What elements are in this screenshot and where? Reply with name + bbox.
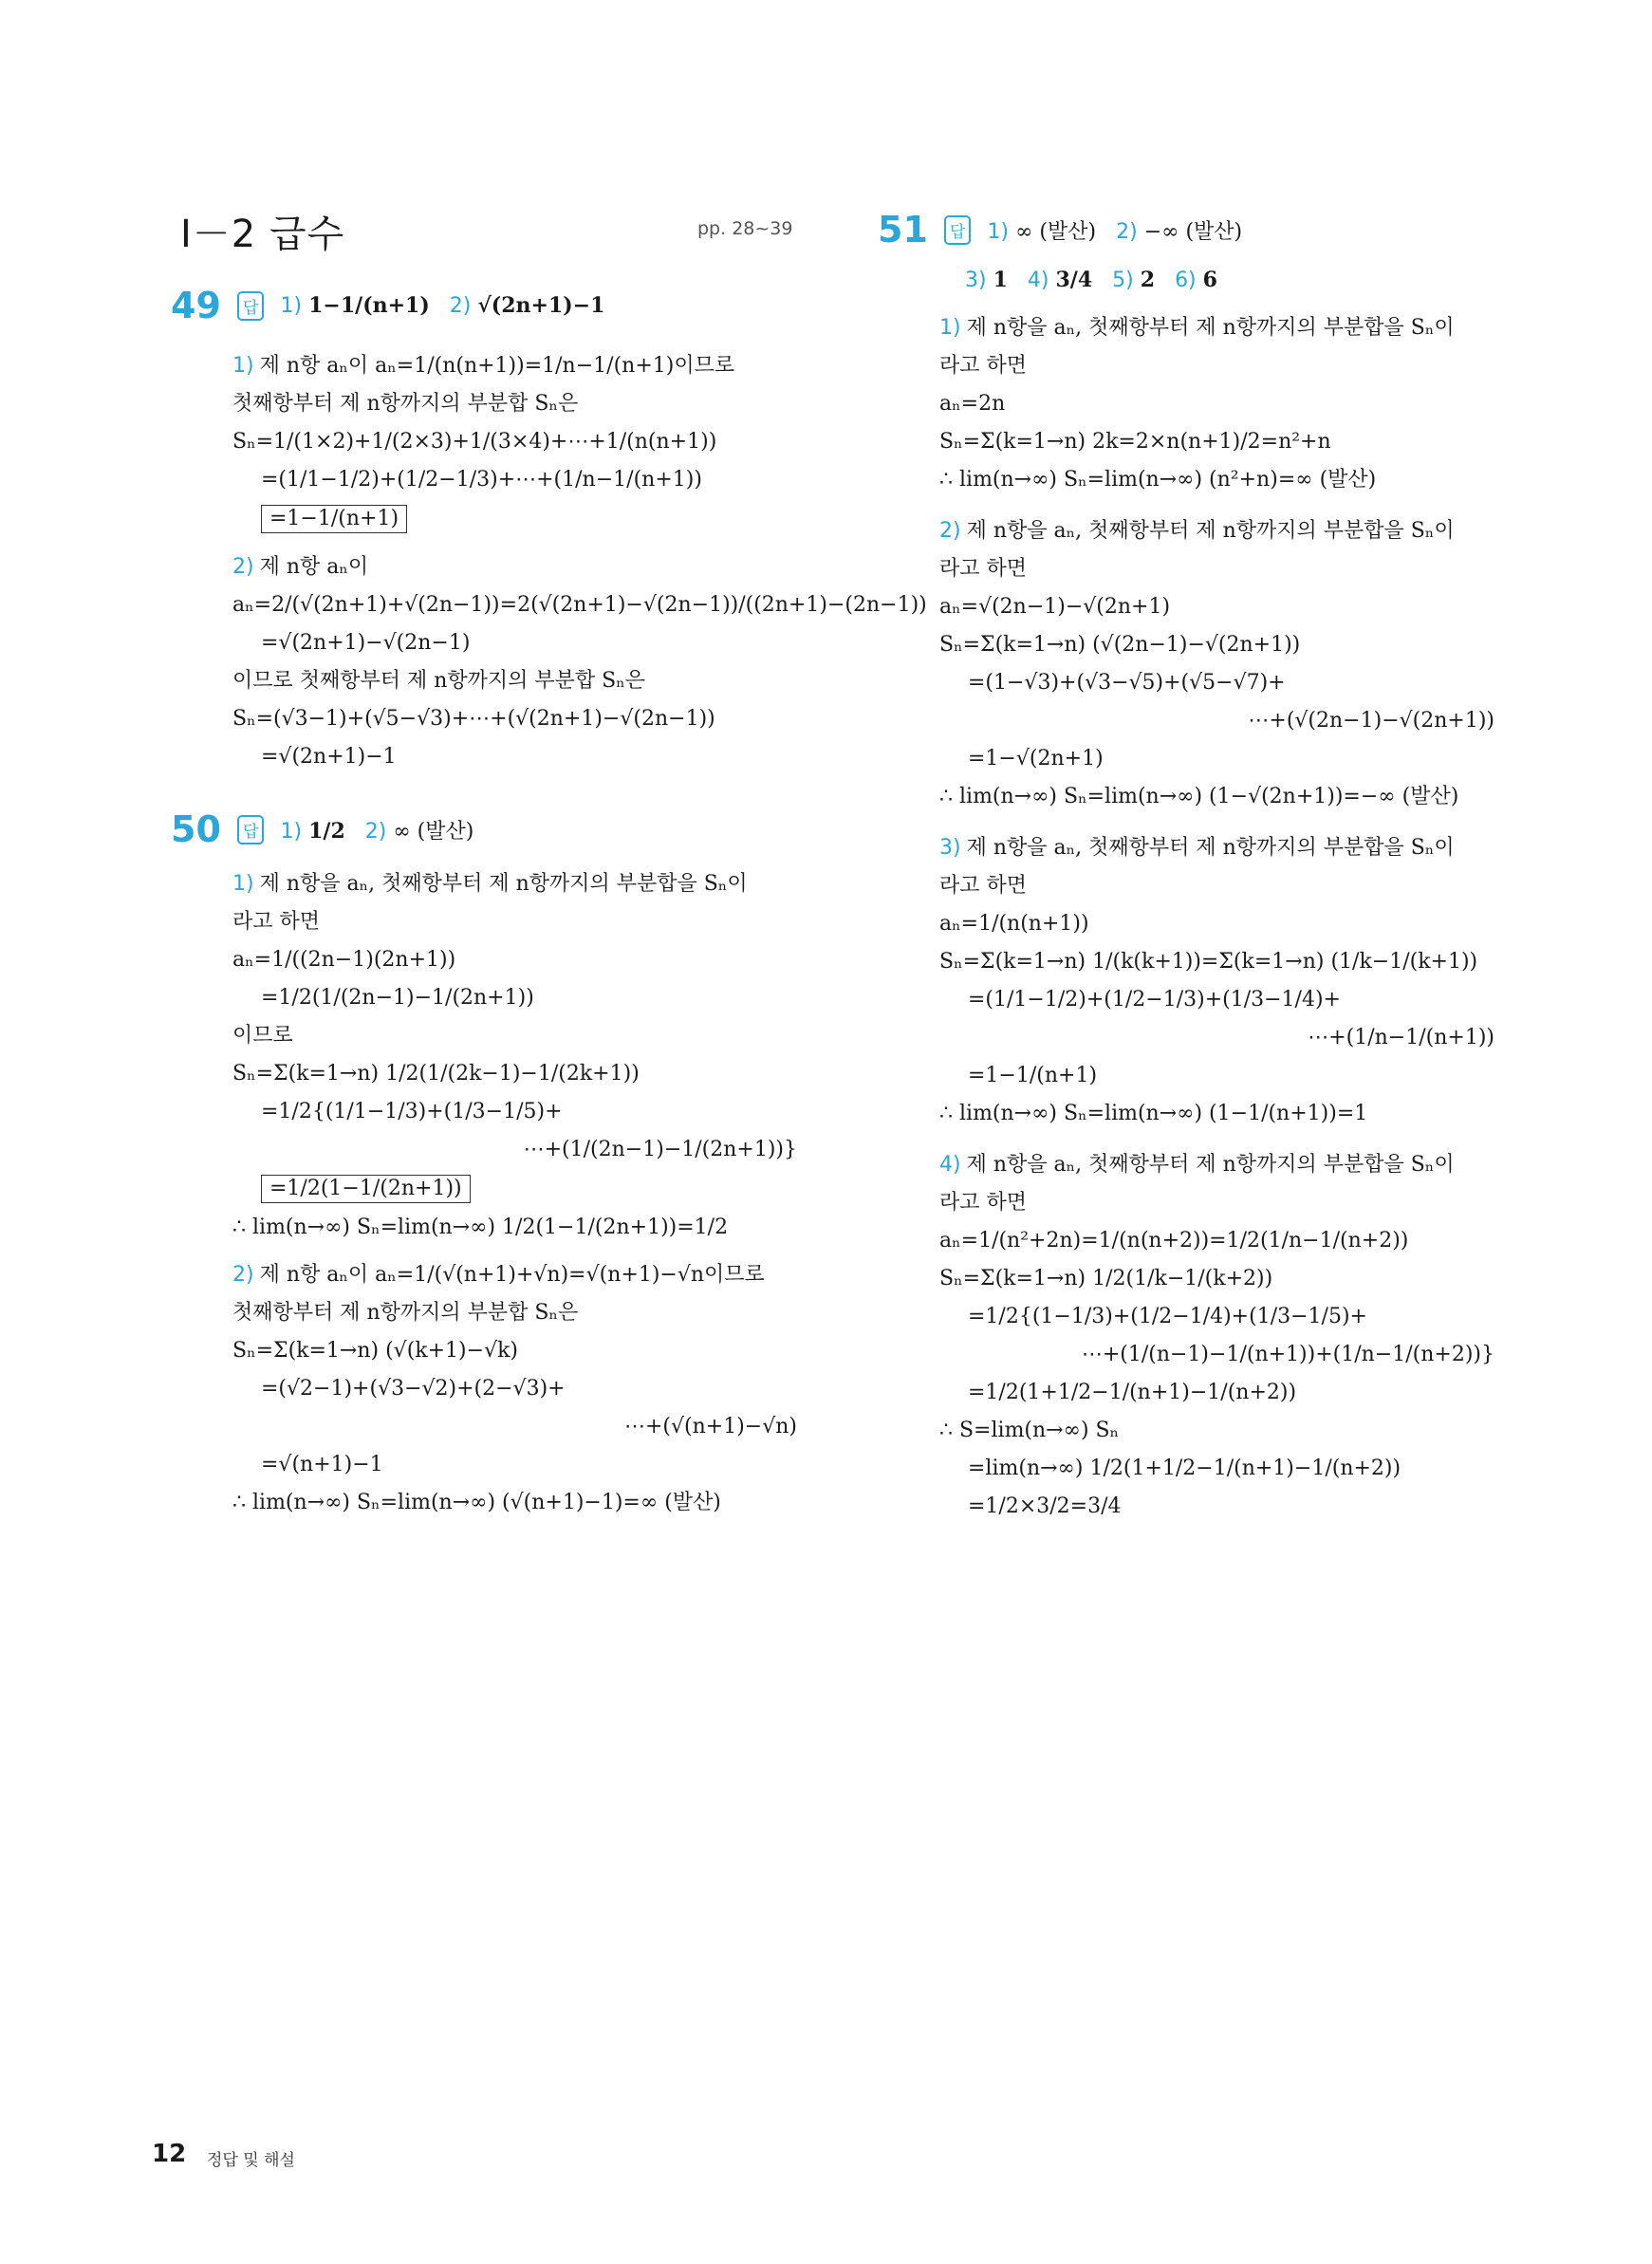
answer-key: 3) [965, 269, 987, 292]
problem-50 [171, 808, 816, 1516]
problem-number: 49 [171, 285, 221, 326]
solution-line: Sₙ=Σ(k=1→n) 1/2(1/(2k−1)−1/(2k+1)) [232, 1062, 640, 1086]
footer-label: 정답 및 해설 [207, 2151, 295, 2170]
problem-number: 50 [171, 808, 221, 850]
solution-line: Sₙ=Σ(k=1→n) 1/(k(k+1))=Σ(k=1→n) (1/k−1/(k+1)) [939, 950, 1478, 974]
solution-line: ∴ lim(n→∞) Sₙ=lim(n→∞) (n²+n)=∞ (발산) [939, 468, 1377, 492]
solution-line: ⋯+(1/(2n−1)−1/(2n+1))} [523, 1138, 797, 1161]
section-title: Ⅰ－2 급수 [180, 213, 345, 256]
solution-line: 1) 제 n항을 aₙ, 첫째항부터 제 n항까지의 부분합을 Sₙ이 [939, 316, 1455, 340]
solution-line: Sₙ=Σ(k=1→n) (√(2n−1)−√(2n+1)) [939, 633, 1301, 657]
solution-line: =√(2n+1)−1 [261, 745, 397, 769]
answer-badge: 답 [237, 291, 264, 321]
solution-line: aₙ=1/((2n−1)(2n+1)) [232, 948, 456, 972]
answer-box: =1−1/(n+1) [261, 505, 407, 533]
answer-key: 5) [1112, 269, 1134, 292]
answer-value: ∞ (발산) [1015, 219, 1097, 244]
answer-key: 1) [987, 219, 1010, 244]
solution-line: 첫째항부터 제 n항까지의 부분합 Sₙ은 [232, 392, 579, 416]
left-column [171, 285, 927, 1528]
solution-line: =1−1/(n+1) [968, 1064, 1098, 1087]
solution-line: 2) 제 n항 aₙ이 [232, 555, 369, 579]
problem-51 [878, 209, 1513, 1520]
solution-line [171, 1175, 816, 1203]
solution-line: =(1−√3)+(√3−√5)+(√5−√7)+ [968, 671, 1286, 695]
page-range: pp. 28~39 [697, 218, 793, 239]
answer-badge: 답 [944, 215, 971, 245]
solution-line: =1−√(2n+1) [968, 747, 1104, 770]
solution-line: 4) 제 n항을 aₙ, 첫째항부터 제 n항까지의 부분합을 Sₙ이 [939, 1153, 1455, 1177]
solution-line: ∴ lim(n→∞) Sₙ=lim(n→∞) (1−1/(n+1))=1 [939, 1102, 1368, 1125]
solution-line: 이므로 [232, 1024, 293, 1048]
answer-value: 1 [993, 268, 1008, 292]
solution-line: Sₙ=1/(1×2)+1/(2×3)+1/(3×4)+⋯+1/(n(n+1)) [232, 430, 717, 454]
solution-line: =√(n+1)−1 [261, 1453, 383, 1476]
solution-line: =lim(n→∞) 1/2(1+1/2−1/(n+1)−1/(n+2)) [968, 1457, 1401, 1480]
solution-line: 2) 제 n항 aₙ이 aₙ=1/(√(n+1)+√n)=√(n+1)−√n이므로 [232, 1263, 765, 1287]
answer-list [988, 220, 1243, 244]
answer-value: 6 [1202, 268, 1217, 292]
solution-line: ⋯+(1/n−1/(n+1)) [1308, 1026, 1494, 1049]
solution-line: =(1/1−1/2)+(1/2−1/3)+⋯+(1/n−1/(n+1)) [261, 468, 702, 492]
solution-line: 3) 제 n항을 aₙ, 첫째항부터 제 n항까지의 부분합을 Sₙ이 [939, 836, 1455, 860]
solution-line: ∴ lim(n→∞) Sₙ=lim(n→∞) (√(n+1)−1)=∞ (발산) [232, 1491, 721, 1514]
solution-line: ∴ S=lim(n→∞) Sₙ [939, 1419, 1120, 1442]
right-column [878, 209, 1513, 1531]
solution-line: aₙ=2/(√(2n+1)+√(2n−1))=2(√(2n+1)−√(2n−1))/((2n+1)−(2n−1)) [232, 593, 927, 617]
solution-line: 1) 제 n항 aₙ이 aₙ=1/(n(n+1))=1/n−1/(n+1)이므로 [232, 354, 735, 378]
answer-box: =1/2(1−1/(2n+1)) [261, 1175, 471, 1203]
answer-key: 2) [449, 294, 472, 318]
solution-line: 2) 제 n항을 aₙ, 첫째항부터 제 n항까지의 부분합을 Sₙ이 [939, 519, 1455, 543]
solution-line: ⋯+(√(n+1)−√n) [623, 1415, 797, 1438]
solution-line: ⋯+(√(2n−1)−√(2n+1)) [1248, 709, 1494, 733]
answer-key: 1) [280, 294, 303, 318]
answer-value: 1/2 [308, 818, 345, 844]
solution-line: =(√2−1)+(√3−√2)+(2−√3)+ [261, 1377, 566, 1401]
answer-value: ∞ (발산) [393, 819, 474, 844]
solution-line: 라고 하면 [232, 910, 321, 934]
answer-key: 4) [1027, 269, 1049, 292]
answer-value: 1−1/(n+1) [308, 293, 430, 318]
solution-line: Sₙ=(√3−1)+(√5−√3)+⋯+(√(2n+1)−√(2n−1)) [232, 707, 715, 731]
solution-line: ∴ lim(n→∞) Sₙ=lim(n→∞) 1/2(1−1/(2n+1))=1/2 [232, 1216, 729, 1239]
answer-list [281, 820, 474, 844]
problem-49 [171, 285, 927, 770]
answer-badge: 답 [237, 815, 264, 844]
answer-key: 6) [1175, 269, 1197, 292]
solution-line: ⋯+(1/(n−1)−1/(n+1))+(1/n−1/(n+2))} [1081, 1343, 1494, 1366]
solution-line: 라고 하면 [939, 1191, 1028, 1215]
solution-line: =1/2×3/2=3/4 [968, 1494, 1122, 1518]
solution-line: 첫째항부터 제 n항까지의 부분합 Sₙ은 [232, 1301, 579, 1325]
solution-line: aₙ=1/(n²+2n)=1/(n(n+2))=1/2(1/n−1/(n+2)) [939, 1229, 1409, 1253]
solution-line: Sₙ=Σ(k=1→n) 1/2(1/k−1/(k+2)) [939, 1267, 1273, 1290]
answer-list [281, 294, 605, 318]
solution-line: =√(2n+1)−√(2n−1) [261, 631, 471, 655]
answer-key: 2) [364, 819, 387, 844]
answer-key: 2) [1116, 219, 1138, 244]
answer-value: −∞ (발산) [1143, 219, 1243, 244]
answer-value: 2 [1140, 268, 1156, 292]
solution-line: =1/2{(1/1−1/3)+(1/3−1/5)+ [261, 1100, 563, 1123]
page-number: 12 [152, 2140, 187, 2168]
solution-line: Sₙ=Σ(k=1→n) (√(k+1)−√k) [232, 1339, 518, 1363]
solution-line: =1/2(1/(2n−1)−1/(2n+1)) [261, 986, 534, 1010]
solution-line: 이므로 첫째항부터 제 n항까지의 부분합 Sₙ은 [232, 669, 646, 693]
answer-list-row2 [965, 268, 1513, 292]
solution-line: 라고 하면 [939, 557, 1028, 581]
solution-line: aₙ=1/(n(n+1)) [939, 912, 1089, 936]
solution-line: =1/2(1+1/2−1/(n+1)−1/(n+2)) [968, 1381, 1297, 1404]
solution-line: aₙ=2n [939, 392, 1006, 416]
solution-line: 라고 하면 [939, 874, 1028, 898]
answer-value: √(2n+1)−1 [477, 293, 605, 318]
problem-number: 51 [878, 209, 928, 251]
solution-line: =(1/1−1/2)+(1/2−1/3)+(1/3−1/4)+ [968, 988, 1341, 1011]
solution-line [171, 505, 816, 533]
solution-line: Sₙ=Σ(k=1→n) 2k=2×n(n+1)/2=n²+n [939, 430, 1331, 454]
solution-line: ∴ lim(n→∞) Sₙ=lim(n→∞) (1−√(2n+1))=−∞ (발산) [939, 785, 1459, 808]
answer-value: 3/4 [1055, 268, 1093, 292]
solution-line: =1/2{(1−1/3)+(1/2−1/4)+(1/3−1/5)+ [968, 1305, 1367, 1328]
answer-key: 1) [280, 819, 303, 844]
solution-line: 라고 하면 [939, 354, 1028, 378]
solution-line: 1) 제 n항을 aₙ, 첫째항부터 제 n항까지의 부분합을 Sₙ이 [232, 872, 748, 896]
solution-line: aₙ=√(2n−1)−√(2n+1) [939, 595, 1171, 619]
